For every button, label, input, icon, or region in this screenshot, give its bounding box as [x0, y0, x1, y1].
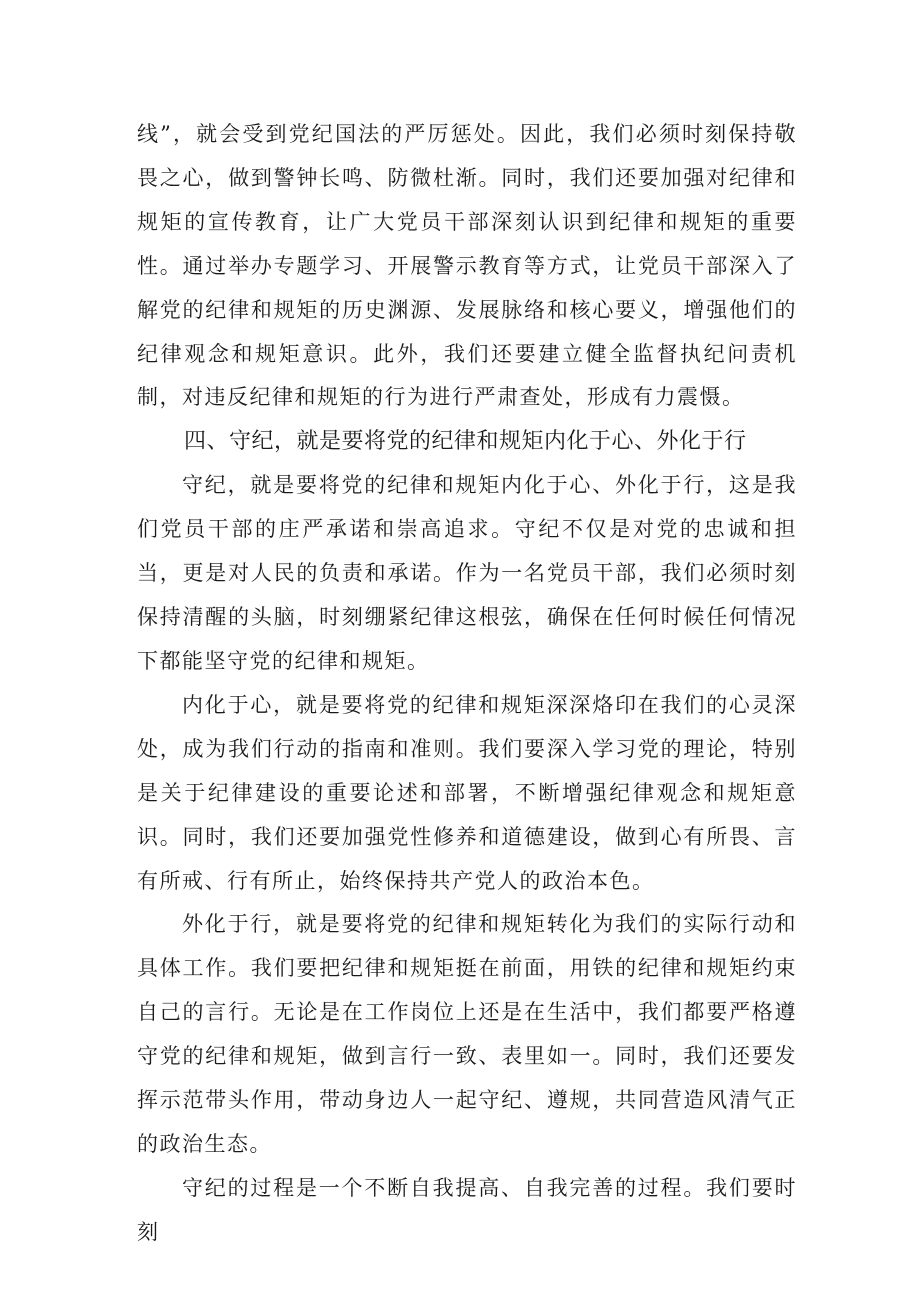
paragraph: 外化于行，就是要将党的纪律和规矩转化为我们的实际行动和具体工作。我们要把纪律和规矩挺在前面，用铁的纪律和规矩约束自己的言行。无论是在工作岗位上还是在生活中，我们都要严格遵守党的纪律和规矩，做到言行一致、表里如一。同时，我们还要发挥示范带头作用，带动身边人一起守纪、遵规，共同营造风清气正的政治生态。: [137, 912, 797, 1156]
paragraph-continued: 线”，就会受到党纪国法的严厉惩处。因此，我们必须时刻保持敬畏之心，做到警钟长鸣、防微杜渐。同时，我们还要加强对纪律和规矩的宣传教育，让广大党员干部深刻认识到纪律和规矩的重要性。通过举办专题学习、开展警示教育等方式，让党员干部深入了解党的纪律和规矩的历史渊源、发展脉络和核心要义，增强他们的纪律观念和规矩意识。此外，我们还要建立健全监督执纪问责机制，对违反纪律和规矩的行为进行严肃查处，形成有力震慑。: [137, 122, 797, 410]
paragraph: 内化于心，就是要将党的纪律和规矩深深烙印在我们的心灵深处，成为我们行动的指南和准则。我们要深入学习党的理论，特别是关于纪律建设的重要论述和部署，不断增强纪律观念和规矩意识。同时，我们还要加强党性修养和道德建设，做到心有所畏、言有所戒、行有所止，始终保持共产党人的政治本色。: [137, 692, 797, 893]
paragraph: 守纪，就是要将党的纪律和规矩内化于心、外化于行，这是我们党员干部的庄严承诺和崇高追求。守纪不仅是对党的忠诚和担当，更是对人民的负责和承诺。作为一名党员干部，我们必须时刻保持清醒的头脑，时刻绷紧纪律这根弦，确保在任何时候任何情况下都能坚守党的纪律和规矩。: [137, 473, 797, 673]
document-body: [137, 113, 797, 1255]
paragraph-truncated: 守纪的过程是一个不断自我提高、自我完善的过程。我们要时刻: [137, 1175, 797, 1244]
section-heading: 四、守纪，就是要将党的纪律和规矩内化于心、外化于行: [184, 429, 747, 455]
